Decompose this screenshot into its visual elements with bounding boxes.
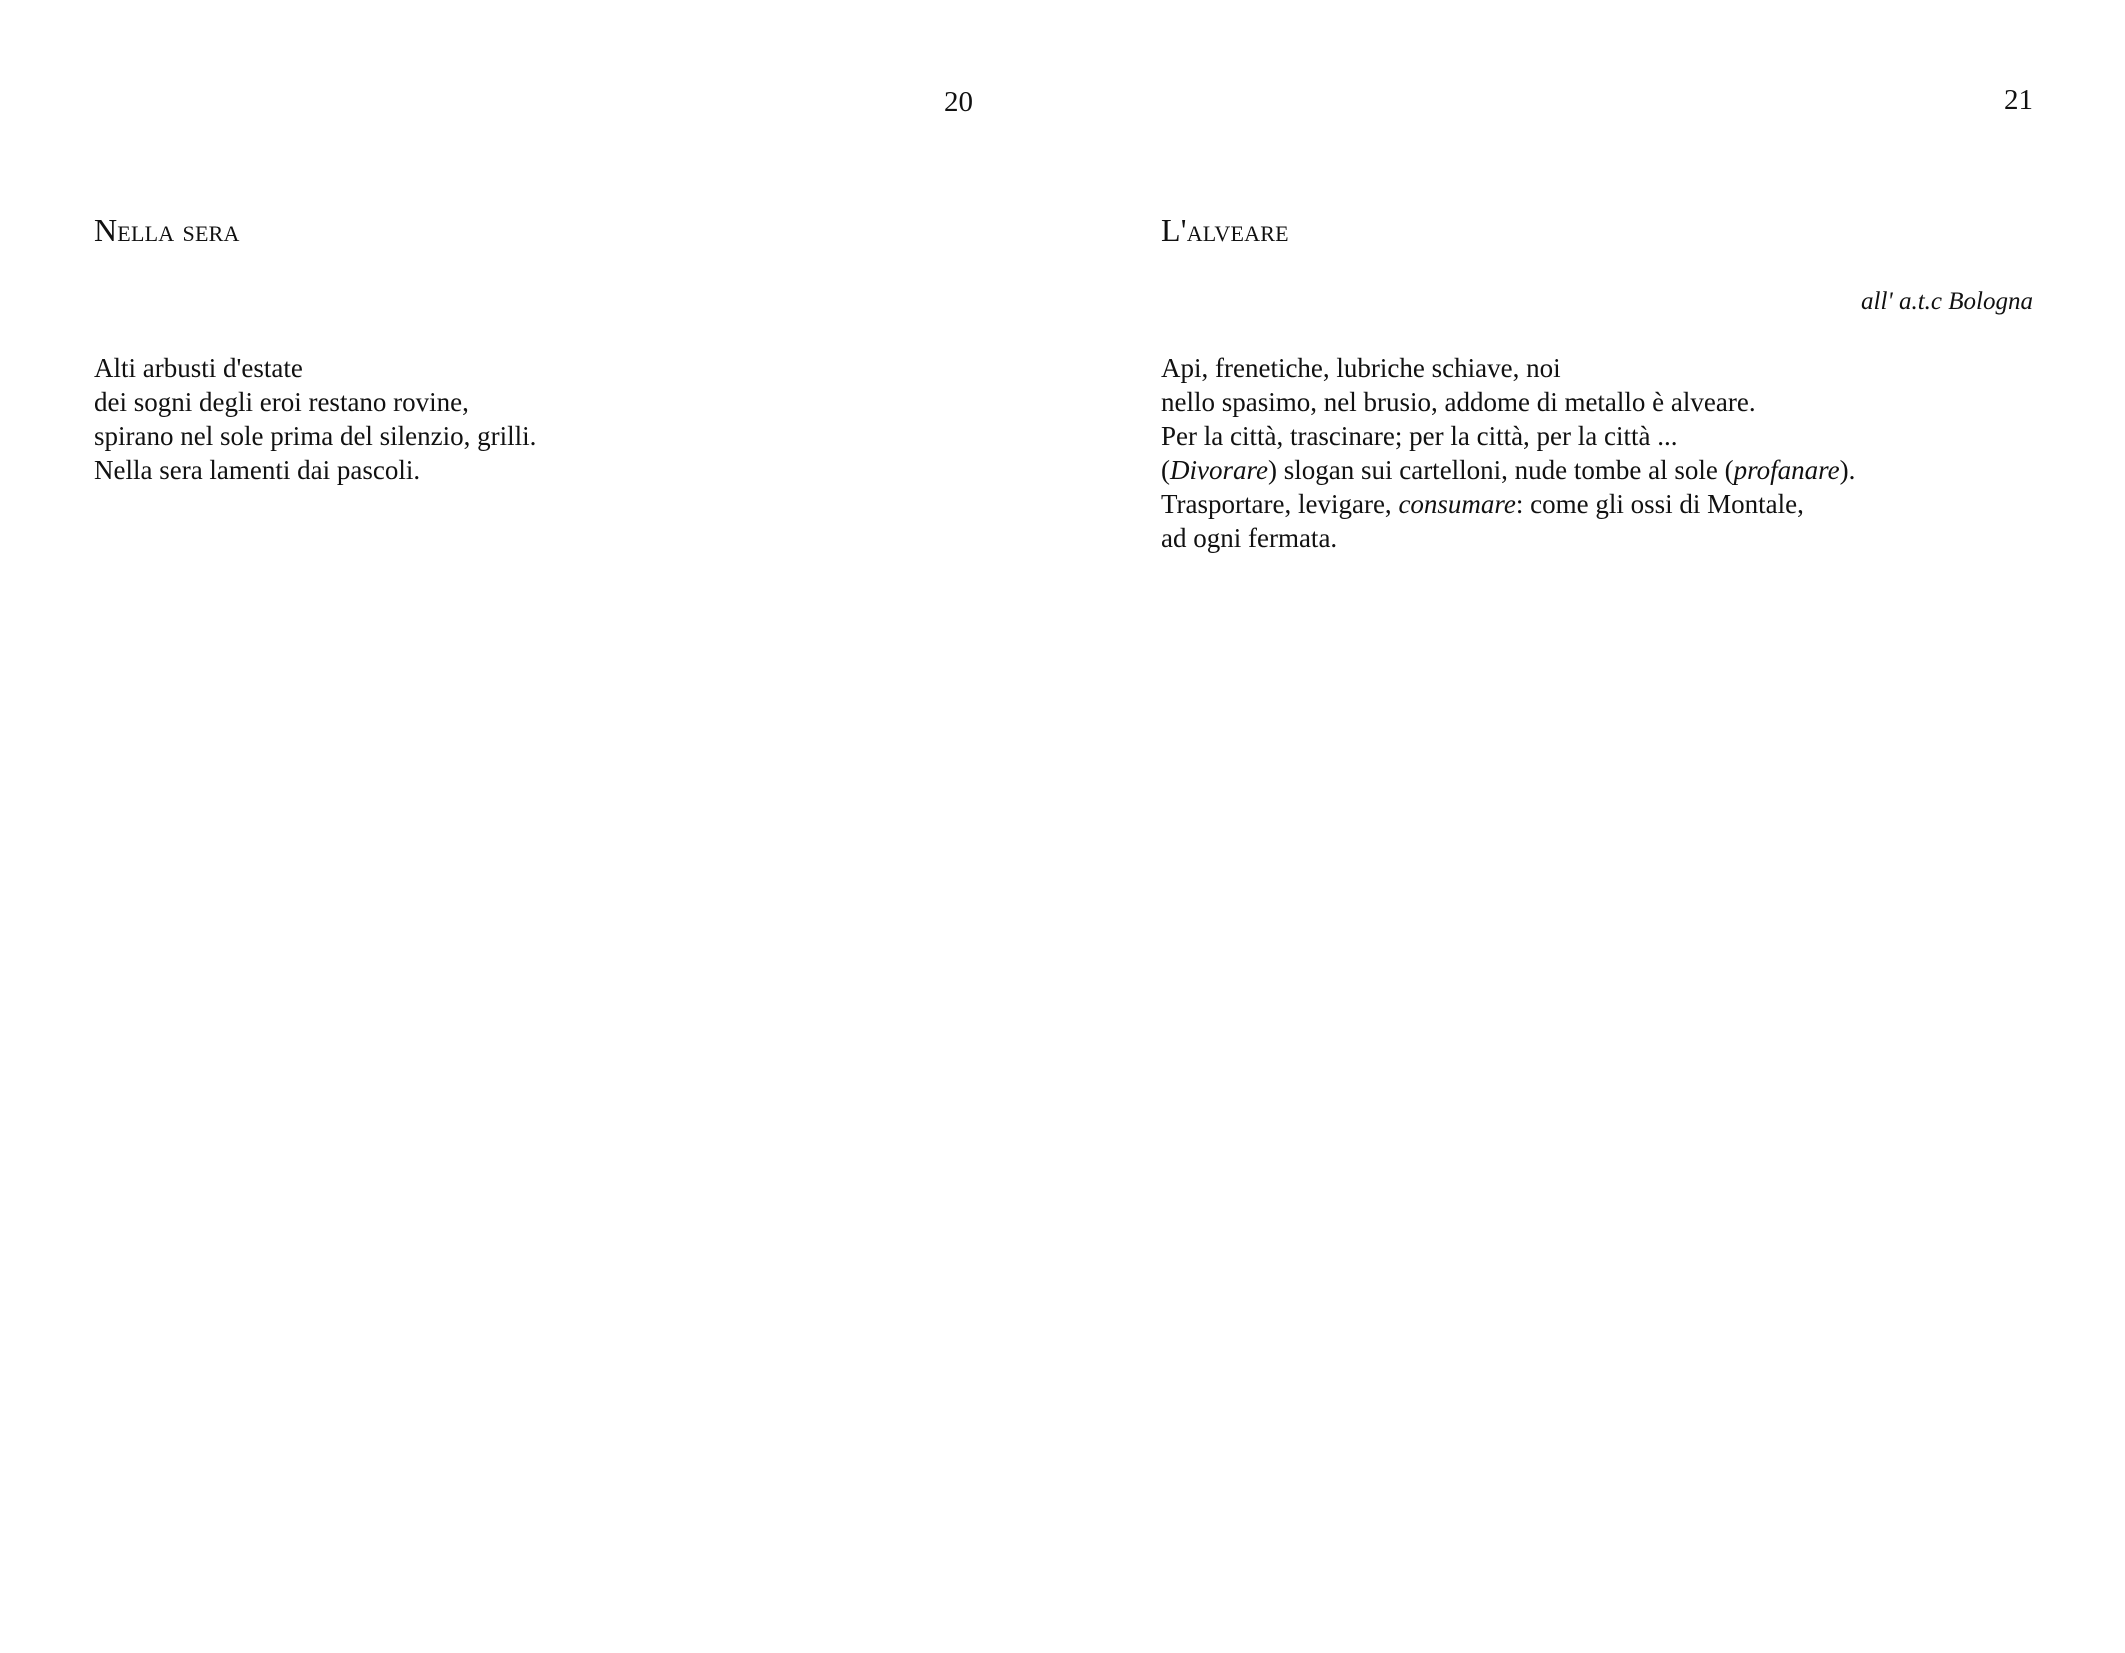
- verse-text: (: [1161, 455, 1170, 485]
- verse-line: spirano nel sole prima del silenzio, grilli.: [94, 421, 537, 451]
- verse-italic-word: consumare: [1398, 489, 1516, 519]
- verse-line: Per la città, trascinare; per la città, per la città ...: [1161, 421, 1678, 451]
- verse-line: Nella sera lamenti dai pascoli.: [94, 455, 421, 485]
- verse-text: Trasportare, levigare,: [1161, 489, 1399, 519]
- verse-line: Alti arbusti d'estate: [94, 353, 303, 383]
- right-page: [1062, 0, 2125, 1653]
- poem-title-alveare: L'alveare: [1161, 212, 1289, 248]
- verse-line: dei sogni degli eroi restano rovine,: [94, 387, 469, 417]
- verse-text: ) slogan sui cartelloni, nude tombe al sole (: [1267, 455, 1734, 485]
- verse-line: [1161, 487, 1855, 521]
- left-page: [0, 0, 1062, 1653]
- poem-title-nella-sera: Nella sera: [94, 212, 240, 248]
- poem-verses-nella-sera: [94, 351, 536, 487]
- verse-line: Api, frenetiche, lubriche schiave, noi: [1161, 353, 1561, 383]
- verse-italic-word: Divorare: [1170, 455, 1268, 485]
- verse-line: [1161, 453, 1855, 487]
- verse-italic-word: profanare: [1733, 455, 1840, 485]
- poem-verses-alveare: [1161, 351, 1855, 555]
- poem-dedication: all' a.t.c Bologna: [1861, 288, 2033, 315]
- page-number-left: 20: [944, 86, 973, 118]
- verse-text: ).: [1839, 455, 1856, 485]
- verse-text: : come gli ossi di Montale,: [1515, 489, 1804, 519]
- page-number-right: 21: [2004, 84, 2033, 116]
- verse-line: nello spasimo, nel brusio, addome di metallo è alveare.: [1161, 387, 1756, 417]
- verse-line: ad ogni fermata.: [1161, 523, 1338, 553]
